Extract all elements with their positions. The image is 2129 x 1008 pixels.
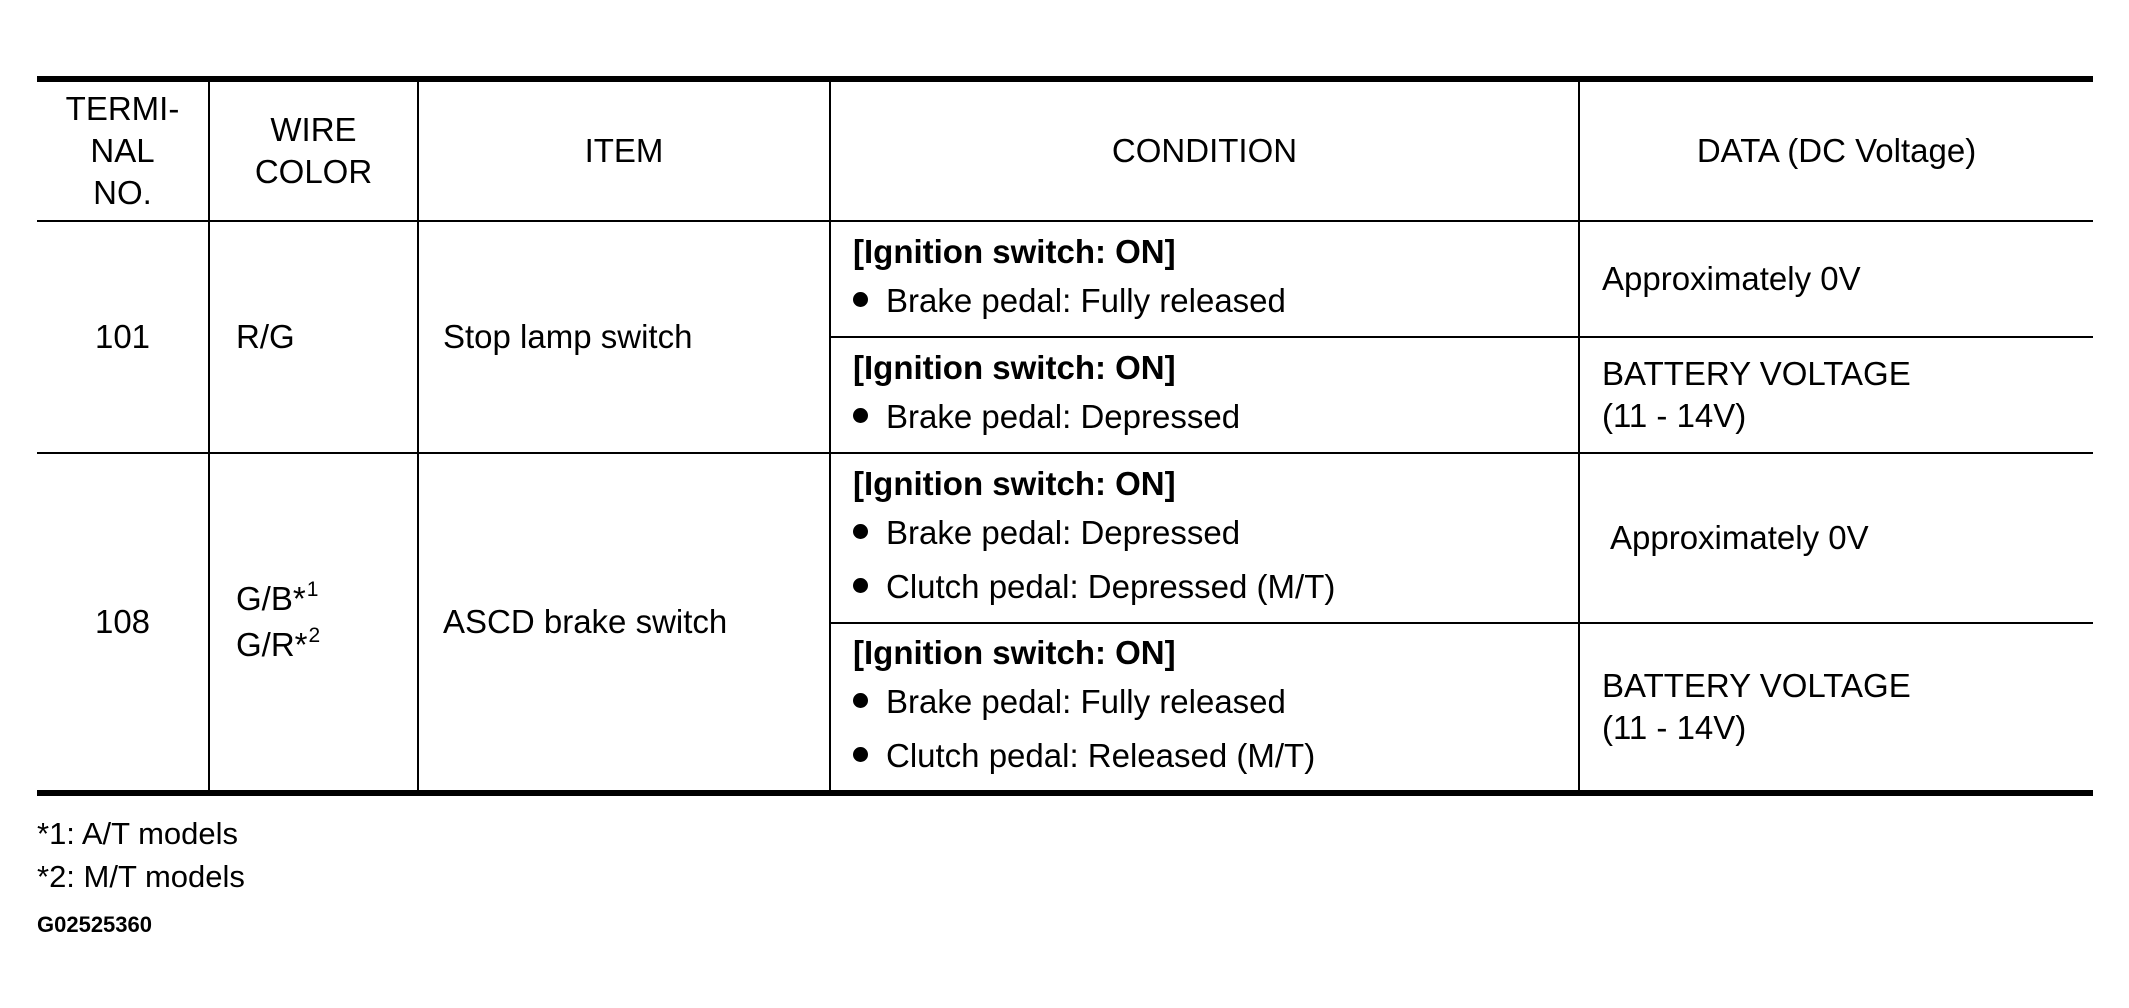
header-terminal-line-2: NAL xyxy=(90,132,155,169)
condition-bullet-text: Brake pedal: Depressed xyxy=(886,514,1241,551)
terminal-data-table xyxy=(37,76,2093,796)
data-value-line-2: (11 - 14V) xyxy=(1602,397,1747,434)
data-cell xyxy=(1579,623,2093,793)
footnote-2: *2: M/T models xyxy=(37,859,245,894)
figure-code: G02525360 xyxy=(37,912,152,937)
condition-cell xyxy=(830,337,1579,453)
header-item: ITEM xyxy=(418,79,830,221)
bullet-icon xyxy=(853,524,868,539)
header-condition: CONDITION xyxy=(830,79,1579,221)
condition-bullet-text: Clutch pedal: Released (M/T) xyxy=(886,737,1316,774)
data-cell xyxy=(1579,337,2093,453)
wire-color-line-1 xyxy=(236,576,417,622)
terminal-no-cell: 101 xyxy=(37,221,209,453)
bullet-icon xyxy=(853,747,868,762)
bullet-icon xyxy=(853,408,868,423)
item-cell: ASCD brake switch xyxy=(418,453,830,793)
condition-cell xyxy=(830,453,1579,623)
footnote-marker: 2 xyxy=(308,624,321,647)
data-value: Approximately 0V xyxy=(1602,260,1861,297)
header-row xyxy=(37,79,2093,221)
condition-bullet-text: Clutch pedal: Depressed (M/T) xyxy=(886,568,1336,605)
wire-color-text: G/B* xyxy=(236,580,306,617)
header-terminal-no xyxy=(37,79,209,221)
item-cell: Stop lamp switch xyxy=(418,221,830,453)
condition-bullet xyxy=(853,675,1578,729)
table-row xyxy=(37,221,2093,337)
data-cell xyxy=(1579,221,2093,337)
condition-bullet-text: Brake pedal: Fully released xyxy=(886,683,1286,720)
bullet-icon xyxy=(853,693,868,708)
data-value-line-2: (11 - 14V) xyxy=(1602,709,1747,746)
table-row xyxy=(37,453,2093,623)
wire-color-cell xyxy=(209,453,418,793)
footnote-1: *1: A/T models xyxy=(37,816,239,851)
condition-title: [Ignition switch: ON] xyxy=(853,233,1176,270)
condition-bullet-text: Brake pedal: Fully released xyxy=(886,282,1286,319)
condition-bullet xyxy=(853,274,1578,328)
wire-color-line-2 xyxy=(236,622,417,668)
bullet-icon xyxy=(853,578,868,593)
condition-title: [Ignition switch: ON] xyxy=(853,465,1176,502)
header-wire-line-2: COLOR xyxy=(254,153,373,190)
condition-bullet xyxy=(853,560,1578,614)
header-data: DATA (DC Voltage) xyxy=(1579,79,2093,221)
condition-title: [Ignition switch: ON] xyxy=(853,349,1176,386)
condition-bullet-text: Brake pedal: Depressed xyxy=(886,398,1241,435)
condition-cell xyxy=(830,623,1579,793)
condition-bullet xyxy=(853,506,1578,560)
data-value-line-1: BATTERY VOLTAGE xyxy=(1602,355,1911,392)
condition-bullet xyxy=(853,729,1578,783)
header-terminal-line-3: NO. xyxy=(93,174,152,211)
wire-color-text: G/R* xyxy=(236,626,308,663)
data-value: Approximately 0V xyxy=(1610,519,1869,556)
footnotes xyxy=(37,812,245,898)
footnote-marker: 1 xyxy=(306,578,319,601)
wire-color-cell: R/G xyxy=(209,221,418,453)
header-wire-color xyxy=(209,79,418,221)
header-terminal-line-1: TERMI- xyxy=(65,90,180,127)
data-cell xyxy=(1579,453,2093,623)
condition-bullet xyxy=(853,390,1578,444)
terminal-no-cell: 108 xyxy=(37,453,209,793)
condition-title: [Ignition switch: ON] xyxy=(853,634,1176,671)
header-wire-line-1: WIRE xyxy=(270,111,357,148)
bullet-icon xyxy=(853,292,868,307)
data-value-line-1: BATTERY VOLTAGE xyxy=(1602,667,1911,704)
condition-cell xyxy=(830,221,1579,337)
